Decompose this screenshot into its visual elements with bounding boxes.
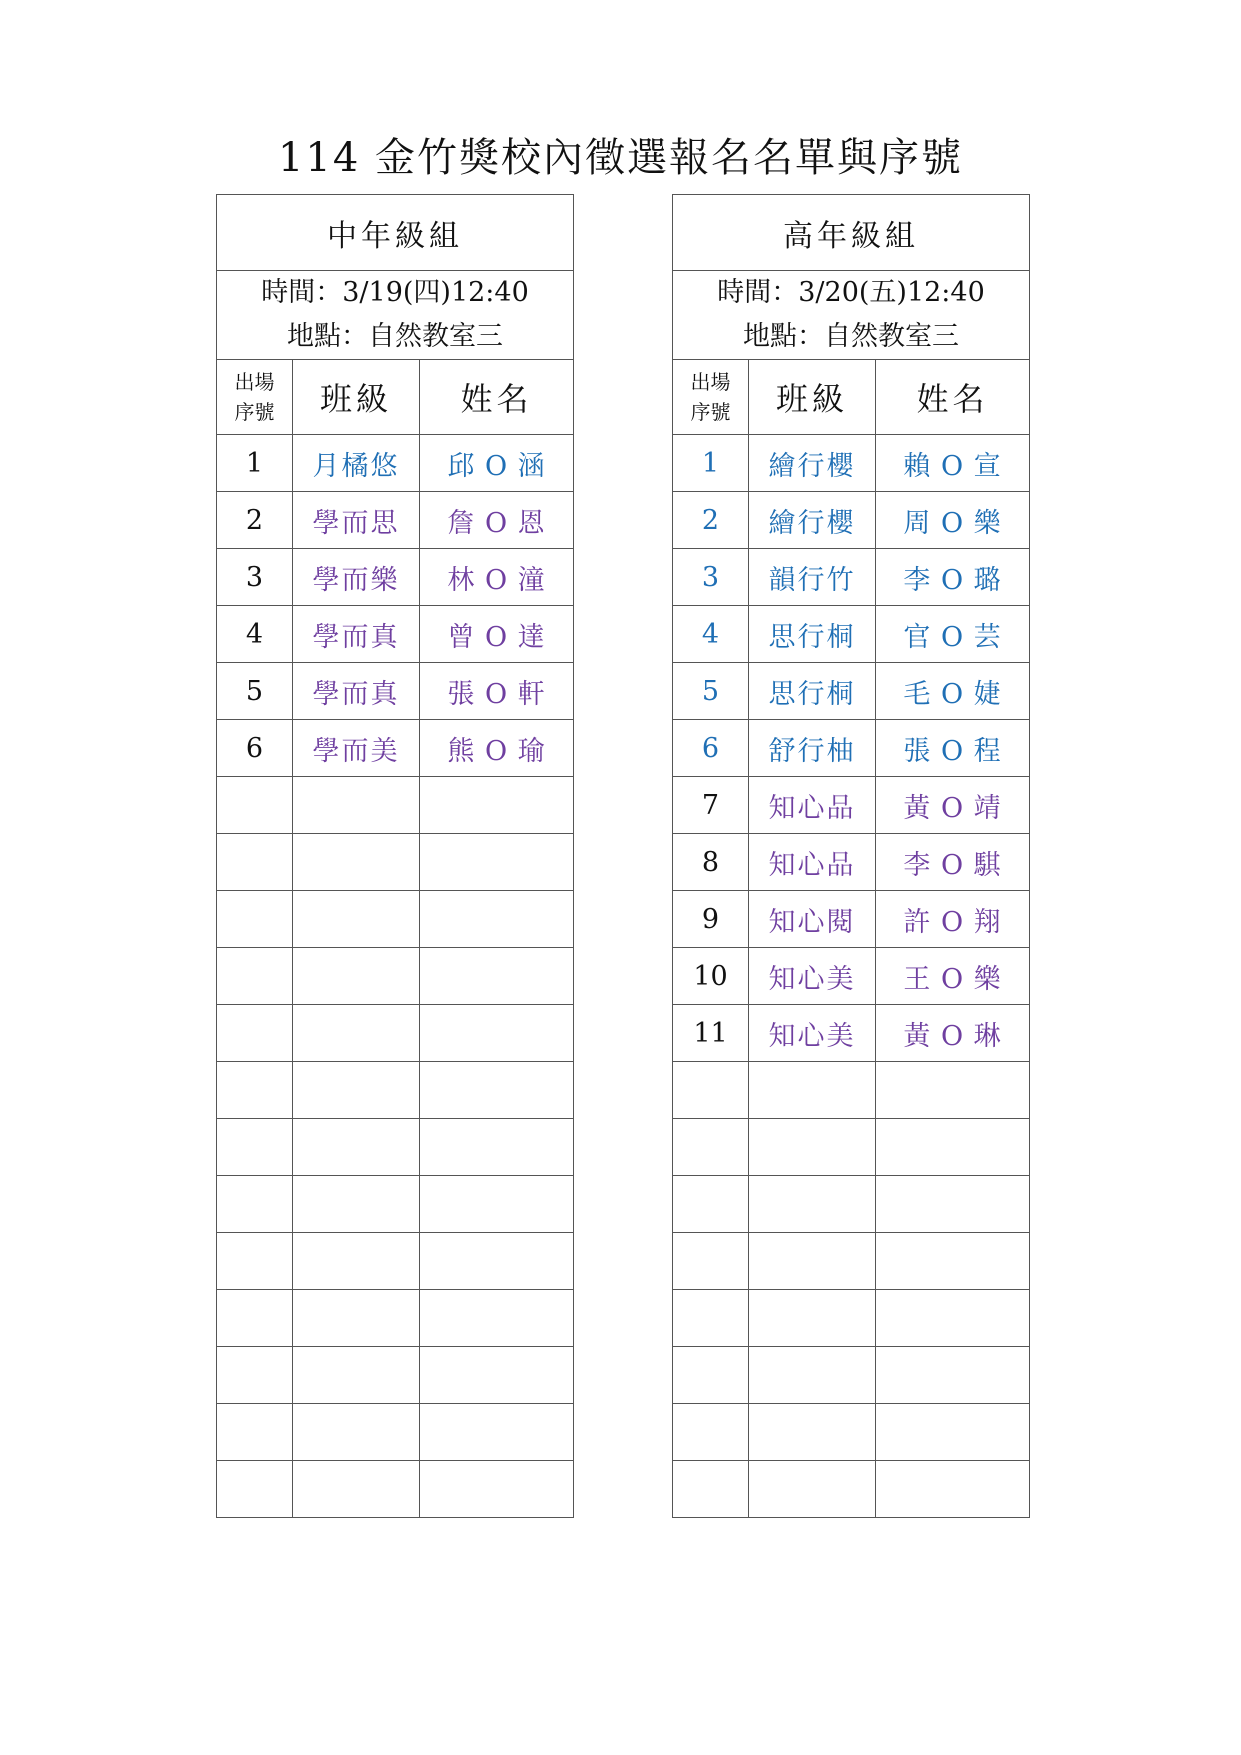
seq-cell: 2 <box>673 492 749 549</box>
class-cell <box>749 1347 876 1404</box>
seq-header-line2: 序號 <box>234 400 275 424</box>
seq-header <box>673 360 749 435</box>
name-cell <box>420 777 574 834</box>
class-cell: 知心美 <box>749 948 876 1005</box>
seq-cell: 3 <box>217 549 293 606</box>
empty-row <box>673 1062 1030 1119</box>
seq-cell <box>217 1461 293 1518</box>
name-cell <box>420 1404 574 1461</box>
seq-cell <box>673 1404 749 1461</box>
class-cell: 思行桐 <box>749 606 876 663</box>
table-row <box>217 606 574 663</box>
seq-cell: 5 <box>673 663 749 720</box>
name-cell: 賴 O 宣 <box>876 435 1030 492</box>
table-row <box>673 663 1030 720</box>
empty-row <box>673 1461 1030 1518</box>
empty-row <box>217 1404 574 1461</box>
seq-cell: 6 <box>217 720 293 777</box>
seq-header <box>217 360 293 435</box>
seq-cell <box>217 1404 293 1461</box>
class-cell: 學而真 <box>293 606 420 663</box>
seq-cell <box>673 1062 749 1119</box>
seq-cell: 6 <box>673 720 749 777</box>
name-cell: 詹 O 恩 <box>420 492 574 549</box>
class-cell: 知心品 <box>749 777 876 834</box>
table-row <box>673 891 1030 948</box>
empty-row <box>673 1404 1030 1461</box>
class-cell: 學而真 <box>293 663 420 720</box>
class-cell: 學而樂 <box>293 549 420 606</box>
empty-row <box>217 1176 574 1233</box>
name-cell: 官 O 芸 <box>876 606 1030 663</box>
class-cell <box>293 1404 420 1461</box>
name-cell: 李 O 騏 <box>876 834 1030 891</box>
seq-cell: 4 <box>673 606 749 663</box>
seq-cell: 9 <box>673 891 749 948</box>
seq-cell <box>217 1062 293 1119</box>
table-row <box>673 1005 1030 1062</box>
table-row <box>217 720 574 777</box>
group-place: 地點：自然教室三 <box>743 321 960 352</box>
seq-cell <box>217 891 293 948</box>
table-row <box>217 435 574 492</box>
class-cell <box>293 948 420 1005</box>
class-cell: 學而思 <box>293 492 420 549</box>
empty-row <box>217 1005 574 1062</box>
table-row <box>217 549 574 606</box>
group-title: 高年級組 <box>673 195 1030 271</box>
name-cell: 張 O 程 <box>876 720 1030 777</box>
name-cell: 邱 O 涵 <box>420 435 574 492</box>
group-place: 地點：自然教室三 <box>287 321 504 352</box>
name-cell: 熊 O 瑜 <box>420 720 574 777</box>
seq-header-line1: 出場 <box>234 370 275 394</box>
name-cell <box>420 1233 574 1290</box>
seq-cell <box>217 1119 293 1176</box>
seq-cell: 8 <box>673 834 749 891</box>
high-grade-body <box>673 195 1030 1518</box>
class-cell <box>293 1062 420 1119</box>
seq-cell: 1 <box>673 435 749 492</box>
class-cell: 知心美 <box>749 1005 876 1062</box>
class-cell <box>749 1461 876 1518</box>
class-cell: 學而美 <box>293 720 420 777</box>
name-cell: 李 O 璐 <box>876 549 1030 606</box>
name-cell: 黃 O 琳 <box>876 1005 1030 1062</box>
group-info <box>673 271 1030 360</box>
seq-cell <box>217 1290 293 1347</box>
table-row <box>673 720 1030 777</box>
seq-cell <box>217 1347 293 1404</box>
seq-cell <box>217 948 293 1005</box>
class-cell <box>293 1347 420 1404</box>
class-header: 班級 <box>749 360 876 435</box>
seq-cell <box>673 1461 749 1518</box>
class-cell: 繪行櫻 <box>749 435 876 492</box>
group-time: 時間：3/20(五)12:40 <box>717 277 985 308</box>
empty-row <box>673 1176 1030 1233</box>
class-cell: 思行桐 <box>749 663 876 720</box>
class-cell <box>293 1233 420 1290</box>
empty-row <box>217 1233 574 1290</box>
name-cell: 王 O 樂 <box>876 948 1030 1005</box>
name-cell <box>420 1119 574 1176</box>
name-cell <box>420 1062 574 1119</box>
mid-grade-body <box>217 195 574 1518</box>
class-cell <box>293 777 420 834</box>
name-cell: 林 O 潼 <box>420 549 574 606</box>
table-row <box>673 435 1030 492</box>
name-cell <box>420 948 574 1005</box>
class-cell <box>749 1404 876 1461</box>
class-cell: 知心閱 <box>749 891 876 948</box>
empty-row <box>673 1233 1030 1290</box>
seq-cell <box>217 1176 293 1233</box>
seq-cell <box>217 777 293 834</box>
table-row <box>673 834 1030 891</box>
empty-row <box>217 834 574 891</box>
table-row <box>673 492 1030 549</box>
class-cell: 知心品 <box>749 834 876 891</box>
name-header: 姓名 <box>876 360 1030 435</box>
name-cell <box>420 1461 574 1518</box>
name-cell <box>876 1176 1030 1233</box>
class-cell <box>293 1176 420 1233</box>
name-cell <box>876 1347 1030 1404</box>
table-row <box>673 606 1030 663</box>
name-cell <box>876 1062 1030 1119</box>
class-cell <box>293 834 420 891</box>
class-cell: 月橘悠 <box>293 435 420 492</box>
name-cell: 張 O 軒 <box>420 663 574 720</box>
name-cell: 黃 O 靖 <box>876 777 1030 834</box>
high-grade-table <box>672 194 1030 1518</box>
empty-row <box>217 1461 574 1518</box>
class-cell <box>749 1233 876 1290</box>
seq-cell <box>217 1233 293 1290</box>
group-time: 時間：3/19(四)12:40 <box>261 277 529 308</box>
name-cell <box>876 1404 1030 1461</box>
seq-cell: 7 <box>673 777 749 834</box>
class-cell <box>293 891 420 948</box>
class-cell <box>749 1062 876 1119</box>
class-cell <box>293 1461 420 1518</box>
seq-cell <box>217 1005 293 1062</box>
class-cell <box>293 1005 420 1062</box>
name-header: 姓名 <box>420 360 574 435</box>
class-header: 班級 <box>293 360 420 435</box>
seq-header-line1: 出場 <box>690 370 731 394</box>
empty-row <box>673 1290 1030 1347</box>
mid-grade-table <box>216 194 574 1518</box>
seq-cell: 4 <box>217 606 293 663</box>
empty-row <box>673 1119 1030 1176</box>
empty-row <box>217 777 574 834</box>
name-cell <box>420 1290 574 1347</box>
class-cell <box>749 1119 876 1176</box>
name-cell: 許 O 翔 <box>876 891 1030 948</box>
empty-row <box>217 1290 574 1347</box>
group-title: 中年級組 <box>217 195 574 271</box>
class-cell: 舒行柚 <box>749 720 876 777</box>
name-cell <box>420 834 574 891</box>
seq-cell <box>673 1347 749 1404</box>
table-row <box>673 777 1030 834</box>
class-cell: 繪行櫻 <box>749 492 876 549</box>
name-cell: 毛 O 婕 <box>876 663 1030 720</box>
seq-header-line2: 序號 <box>690 400 731 424</box>
empty-row <box>217 948 574 1005</box>
table-row <box>673 948 1030 1005</box>
seq-cell: 1 <box>217 435 293 492</box>
group-info <box>217 271 574 360</box>
page-title: 114 金竹獎校內徵選報名名單與序號 <box>277 135 964 181</box>
name-cell <box>876 1233 1030 1290</box>
name-cell <box>420 891 574 948</box>
empty-row <box>673 1347 1030 1404</box>
class-cell <box>293 1290 420 1347</box>
empty-row <box>217 891 574 948</box>
class-cell <box>749 1290 876 1347</box>
name-cell: 周 O 樂 <box>876 492 1030 549</box>
seq-cell <box>673 1176 749 1233</box>
name-cell <box>420 1176 574 1233</box>
class-cell <box>293 1119 420 1176</box>
name-cell <box>420 1347 574 1404</box>
seq-cell: 5 <box>217 663 293 720</box>
name-cell: 曾 O 達 <box>420 606 574 663</box>
seq-cell: 2 <box>217 492 293 549</box>
class-cell: 韻行竹 <box>749 549 876 606</box>
empty-row <box>217 1062 574 1119</box>
seq-cell <box>673 1233 749 1290</box>
empty-row <box>217 1347 574 1404</box>
seq-cell <box>217 834 293 891</box>
table-row <box>217 663 574 720</box>
seq-cell: 3 <box>673 549 749 606</box>
seq-cell: 10 <box>673 948 749 1005</box>
name-cell <box>876 1290 1030 1347</box>
table-row <box>217 492 574 549</box>
name-cell <box>420 1005 574 1062</box>
name-cell <box>876 1461 1030 1518</box>
class-cell <box>749 1176 876 1233</box>
table-row <box>673 549 1030 606</box>
empty-row <box>217 1119 574 1176</box>
seq-cell: 11 <box>673 1005 749 1062</box>
seq-cell <box>673 1119 749 1176</box>
seq-cell <box>673 1290 749 1347</box>
name-cell <box>876 1119 1030 1176</box>
